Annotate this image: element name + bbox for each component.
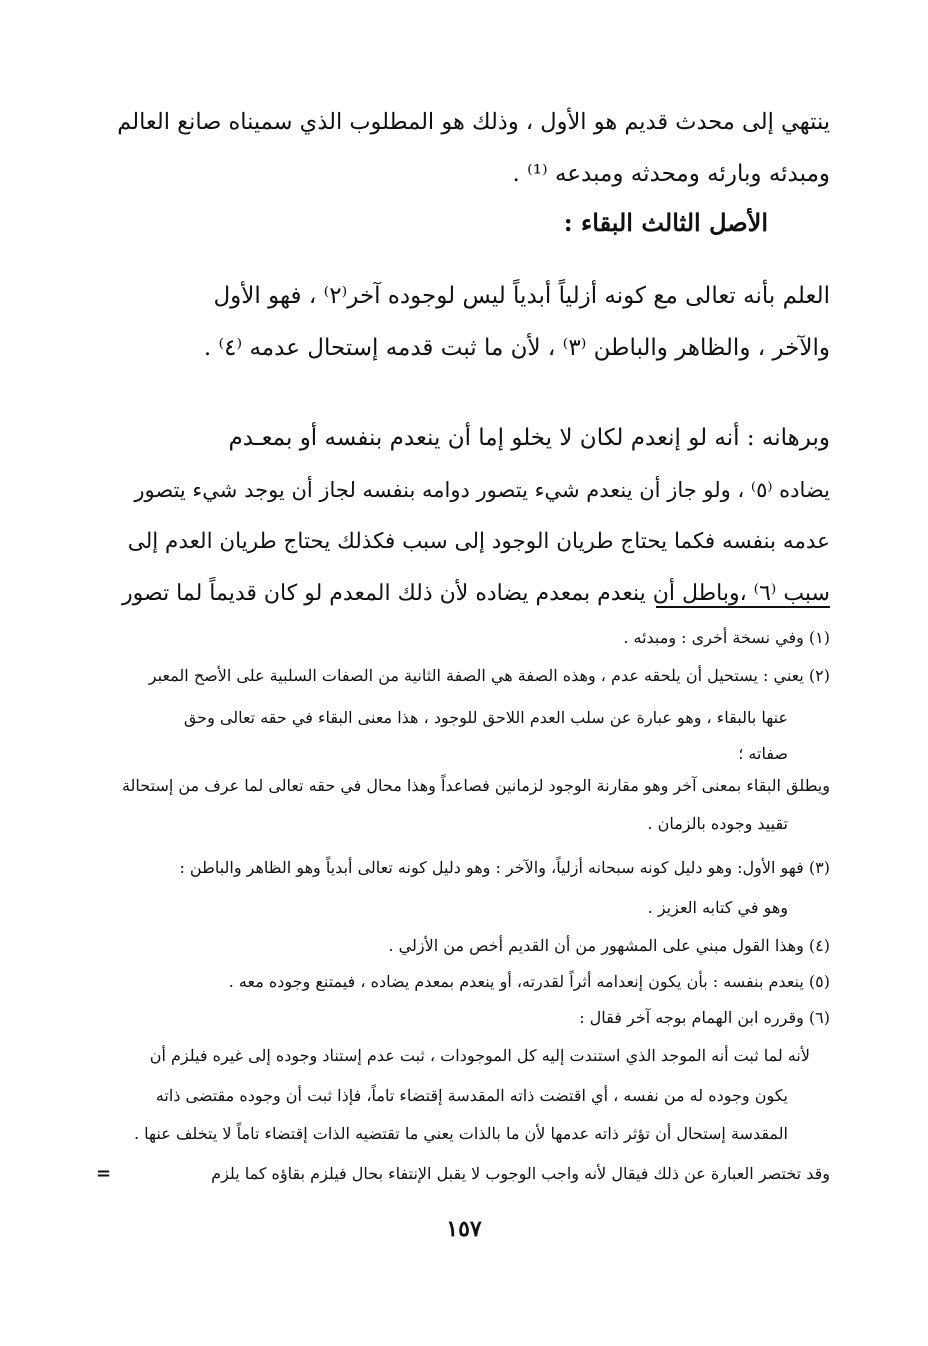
footnote-4: (٤) وهذا القول مبني على المشهور من أن القديم أخص من الأزلي .: [388, 936, 830, 955]
footnote-6-line-1: (٦) وقرره ابن الهمام بوجه آخر فقال :: [579, 1008, 830, 1027]
footnote-6-line-4: المقدسة إستحال أن تؤثر ذاته عدمها لأن ما بالذات يعني ما تقتضيه الذات إقتضاء تاماً لا يتخلف عنها .: [133, 1124, 788, 1143]
paragraph-1-line-1: ينتهي إلى محدث قديم هو الأول ، وذلك هو المطلوب الذي سميناه صانع العالم: [117, 109, 830, 135]
footnote-6-line-3: يكون وجوده له من نفسه ، أي اقتضت ذاته المقدسة إقتضاء تاماً، فإذا ثبت أن وجوده مقتضى ذاته: [155, 1086, 788, 1105]
paragraph-2-line-2: والآخر ، والظاهر والباطن ⁽٣⁾ ، لأن ما ثبت قدمه إستحال عدمه ⁽٤⁾ .: [203, 335, 830, 361]
paragraph-2-line-1: العلم بأنه تعالى مع كونه أزلياً أبدياً ليس لوجوده آخر⁽٢⁾ ، فهو الأول: [213, 283, 830, 309]
paragraph-3-line-2: يضاده ⁽٥⁾ ، ولو جاز أن ينعدم شيء يتصور دوامه بنفسه لجاز أن يوجد شيء يتصور: [134, 478, 830, 502]
section-heading: الأصل الثالث البقاء :: [563, 208, 768, 237]
footnote-separator: [656, 606, 830, 608]
paragraph-3-line-4: سبب ⁽٦⁾ ،وباطل أن ينعدم بمعدم يضاده لأن ذلك المعدم لو كان قديماً لما تصور: [122, 581, 830, 606]
footnote-5: (٥) ينعدم بنفسه : بأن يكون إنعدامه أثراً لقدرته، أو ينعدم بمعدم يضاده ، فيمتنع وجوده معه .: [228, 972, 830, 991]
footnote-6-line-5: وقد تختصر العبارة عن ذلك فيقال لأنه واجب الوجوب لا يقبل الإنتفاء بحال فيلزم بقاؤه كما يلزم: [211, 1164, 830, 1183]
paragraph-1: [114, 96, 830, 200]
footnote-3-line-1: (٣) فهو الأول: وهو دليل كونه سبحانه أزلياً، والآخر : وهو دليل كونه تعالى أبدياً وهو الظاهر والباطن :: [179, 858, 830, 877]
footnote-3-line-2: وهو في كتابه العزيز .: [647, 898, 788, 917]
paragraph-3-line-1: وبرهانه : أنه لو إنعدم لكان لا يخلو إما أن ينعدم بنفسه أو بمعـدم: [228, 425, 830, 451]
continuation-mark: =: [96, 1163, 112, 1184]
paragraph-3-line-3: عدمه بنفسه فكما يحتاج طريان الوجود إلى سبب فكذلك يحتاج طريان العدم إلى: [127, 529, 830, 554]
footnote-2-line-1: (٢) يعني : يستحيل أن يلحقه عدم ، وهذه الصفة هي الصفة الثانية من الصفات السلبية على الأصح المعبر: [148, 666, 830, 685]
paragraph-3: [114, 412, 830, 620]
paragraph-2: [114, 270, 830, 374]
footnote-6-line-2: لأنه لما ثبت أنه الموجد الذي استندت إليه كل الموجودات ، ثبت عدم إستناد وجوده إلى غيره فيلزم أن: [149, 1046, 810, 1065]
footnote-1: (١) وفي نسخة أخرى : ومبدئه .: [623, 628, 830, 647]
footnote-2-line-3: صفاته ؛: [738, 744, 788, 763]
footnote-2-line-4: ويطلق البقاء بمعنى آخر وهو مقارنة الوجود لزمانين فصاعداً وهذا محال في حقه تعالى لما عرف من إستحالة: [121, 776, 830, 795]
footnote-2-line-5: تقييد وجوده بالزمان .: [647, 814, 788, 833]
footnote-2-line-2: عنها بالبقاء ، وهو عبارة عن سلب العدم اللاحق للوجود ، هذا معنى البقاء في حقه تعالى وحق: [183, 708, 788, 727]
paragraph-1-line-2: ومبدئه وبارئه ومحدثه ومبدعه ⁽¹⁾ .: [512, 161, 830, 187]
page-number: ١٥٧: [446, 1216, 482, 1242]
